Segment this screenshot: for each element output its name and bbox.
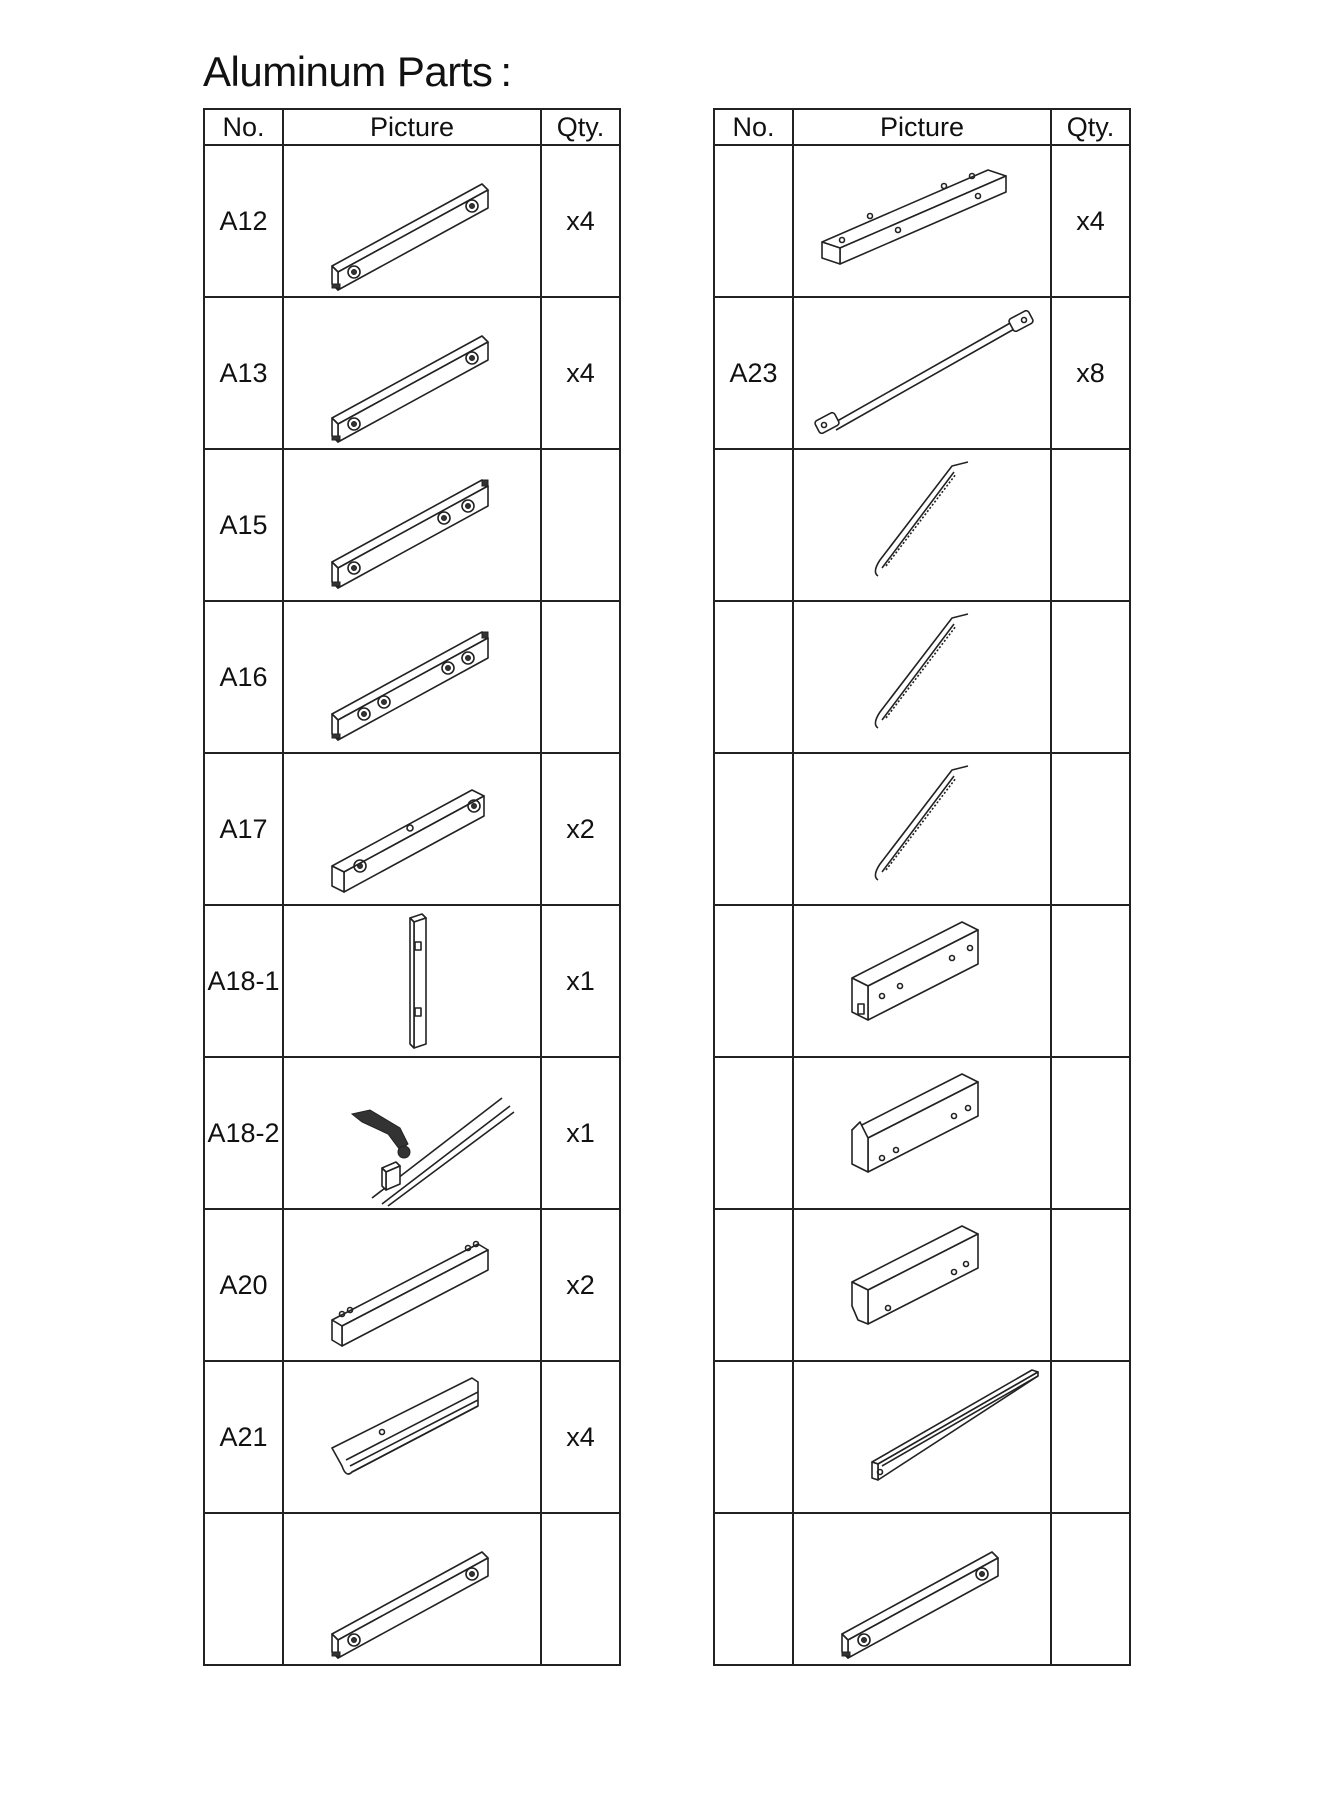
parts-row <box>204 1361 620 1513</box>
parts-row <box>714 905 1130 1057</box>
part-number: A21 <box>204 1361 283 1513</box>
part-quantity: x1 <box>541 1057 620 1209</box>
spring-rod-icon <box>802 754 1042 904</box>
part-number <box>714 145 793 297</box>
parts-row <box>204 1057 620 1209</box>
parts-row <box>204 1513 620 1665</box>
part-number: A17 <box>204 753 283 905</box>
column-header-qty: Qty. <box>541 109 620 145</box>
part-number: A16 <box>204 601 283 753</box>
part-picture <box>283 601 541 753</box>
beam-four-holes-icon <box>292 602 532 752</box>
part-quantity: x2 <box>541 1209 620 1361</box>
parts-row <box>714 1513 1130 1665</box>
part-picture <box>283 1361 541 1513</box>
part-number <box>714 601 793 753</box>
part-number <box>714 1361 793 1513</box>
parts-row <box>714 1361 1130 1513</box>
parts-row <box>714 601 1130 753</box>
beam-two-holes-icon <box>802 1514 1042 1664</box>
angle-bracket-icon <box>802 146 1042 296</box>
part-picture <box>283 145 541 297</box>
page-title: Aluminum Parts : <box>203 48 512 95</box>
part-quantity: x8 <box>1051 297 1130 449</box>
part-picture <box>283 1209 541 1361</box>
part-number: A18-1 <box>204 905 283 1057</box>
tube-small-holes-icon <box>292 1210 532 1360</box>
beam-two-holes-icon <box>292 298 532 448</box>
part-quantity <box>541 601 620 753</box>
parts-row <box>204 1209 620 1361</box>
part-number <box>714 1513 793 1665</box>
part-quantity: x4 <box>541 297 620 449</box>
part-quantity: x4 <box>541 145 620 297</box>
part-number <box>714 449 793 601</box>
part-picture <box>793 1513 1051 1665</box>
part-picture <box>283 449 541 601</box>
parts-table-right <box>713 108 1131 1666</box>
parts-row <box>714 1209 1130 1361</box>
parts-row <box>714 297 1130 449</box>
thin-channel-icon <box>802 1362 1042 1512</box>
part-quantity <box>1051 449 1130 601</box>
parts-row <box>204 145 620 297</box>
part-picture <box>793 297 1051 449</box>
part-quantity: x1 <box>541 905 620 1057</box>
beam-two-holes-icon <box>292 1514 532 1664</box>
part-number <box>714 905 793 1057</box>
parts-row <box>204 601 620 753</box>
column-header-picture: Picture <box>793 109 1051 145</box>
part-picture <box>283 753 541 905</box>
part-quantity <box>1051 753 1130 905</box>
gutter-profile-icon <box>292 1362 532 1512</box>
parts-row <box>204 905 620 1057</box>
part-picture <box>283 297 541 449</box>
square-tube-holes-icon <box>292 754 532 904</box>
parts-row <box>204 753 620 905</box>
part-picture <box>283 905 541 1057</box>
vertical-post-icon <box>292 906 532 1056</box>
short-block-peaked-icon <box>802 1058 1042 1208</box>
table-header-row <box>714 109 1130 145</box>
parts-row <box>714 1057 1130 1209</box>
part-quantity <box>541 1513 620 1665</box>
part-quantity <box>1051 1361 1130 1513</box>
part-number <box>714 753 793 905</box>
part-picture <box>793 601 1051 753</box>
part-quantity <box>541 449 620 601</box>
beam-three-holes-icon <box>292 450 532 600</box>
part-number: A12 <box>204 145 283 297</box>
part-number: A20 <box>204 1209 283 1361</box>
parts-table-left <box>203 108 621 1666</box>
part-quantity <box>1051 1209 1130 1361</box>
part-number: A23 <box>714 297 793 449</box>
column-header-picture: Picture <box>283 109 541 145</box>
part-picture <box>793 1361 1051 1513</box>
part-quantity <box>1051 905 1130 1057</box>
short-block-icon <box>802 906 1042 1056</box>
part-picture <box>793 449 1051 601</box>
spring-rod-icon <box>802 450 1042 600</box>
spring-rod-icon <box>802 602 1042 752</box>
part-picture <box>283 1057 541 1209</box>
part-picture <box>793 145 1051 297</box>
parts-row <box>714 449 1130 601</box>
part-quantity: x4 <box>1051 145 1130 297</box>
part-picture <box>793 905 1051 1057</box>
brace-rod-icon <box>802 298 1042 448</box>
part-picture <box>793 753 1051 905</box>
parts-row <box>204 297 620 449</box>
part-picture <box>793 1057 1051 1209</box>
parts-row <box>204 449 620 601</box>
parts-row <box>714 753 1130 905</box>
part-number: A18-2 <box>204 1057 283 1209</box>
column-header-no: No. <box>204 109 283 145</box>
table-header-row <box>204 109 620 145</box>
part-number <box>204 1513 283 1665</box>
part-quantity: x4 <box>541 1361 620 1513</box>
part-number <box>714 1209 793 1361</box>
part-number: A15 <box>204 449 283 601</box>
beam-two-holes-icon <box>292 146 532 296</box>
part-picture <box>793 1209 1051 1361</box>
part-number <box>714 1057 793 1209</box>
part-quantity: x2 <box>541 753 620 905</box>
window-opener-handle-icon <box>292 1058 532 1208</box>
part-quantity <box>1051 601 1130 753</box>
part-number: A13 <box>204 297 283 449</box>
part-picture <box>283 1513 541 1665</box>
part-quantity <box>1051 1057 1130 1209</box>
parts-row <box>714 145 1130 297</box>
short-block-angled-icon <box>802 1210 1042 1360</box>
column-header-qty: Qty. <box>1051 109 1130 145</box>
part-quantity <box>1051 1513 1130 1665</box>
column-header-no: No. <box>714 109 793 145</box>
